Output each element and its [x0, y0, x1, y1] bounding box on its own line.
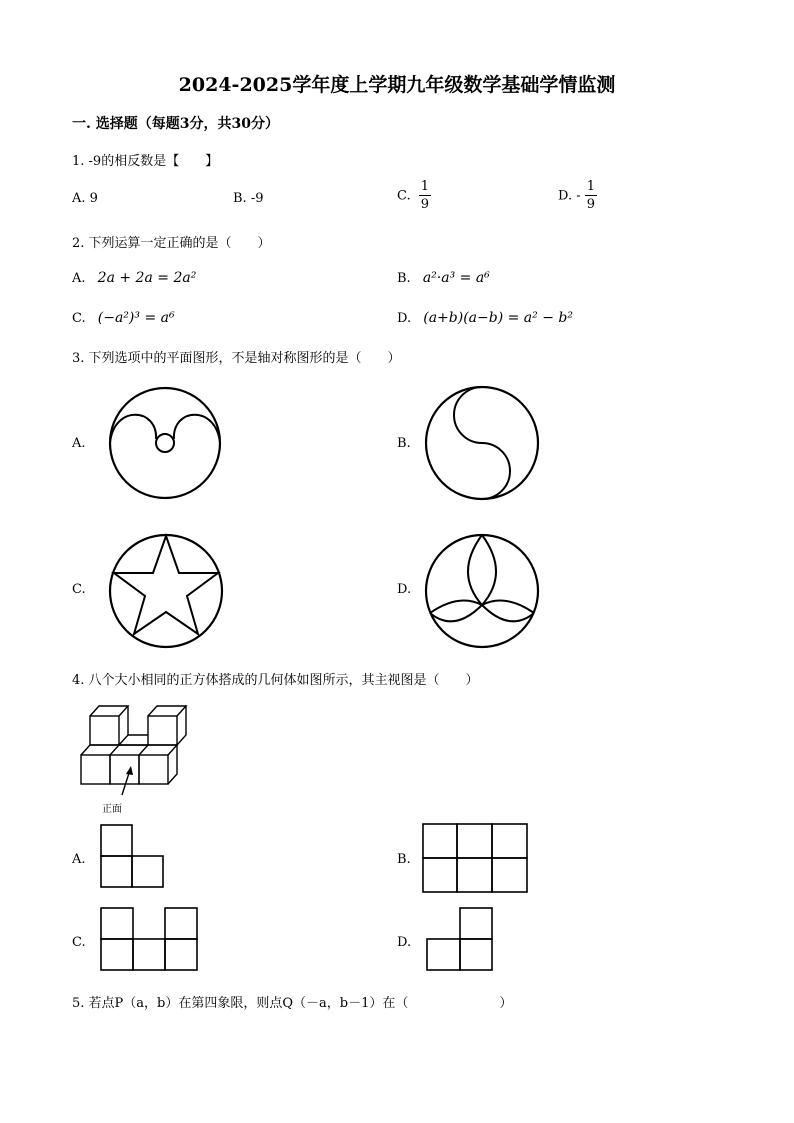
q3-stem: 3. 下列选项中的平面图形，不是轴对称图形的是（ ） — [72, 351, 401, 366]
q2-option-c[interactable] — [72, 310, 175, 326]
q3-figure-a — [108, 386, 222, 500]
q1-option-c-label: C. — [397, 188, 411, 204]
q1-option-c[interactable] — [397, 180, 431, 212]
q1-option-c-numerator: 1 — [420, 179, 430, 194]
q4-figure-c — [100, 907, 198, 971]
q1-option-d-fraction — [585, 180, 597, 212]
q2-stem: 2. 下列运算一定正确的是（ ） — [72, 236, 271, 251]
q2-option-b[interactable] — [397, 270, 490, 286]
q1-option-c-denominator: 9 — [420, 197, 430, 212]
page-title: 2024-2025学年度上学期九年级数学基础学情监测 — [178, 74, 616, 96]
q1-stem: 1. -9的相反数是【 】 — [72, 154, 219, 169]
q2-option-c-expr: (−a²)³ = a⁶ — [97, 310, 175, 326]
front-arrow-head-icon — [126, 766, 133, 775]
q2-option-a[interactable] — [72, 270, 196, 286]
q2-option-a-label: A. — [72, 271, 86, 286]
q4-stem: 4. 八个大小相同的正方体搭成的几何体如图所示，其主视图是（ ） — [72, 673, 479, 688]
q2-option-c-label: C. — [72, 311, 86, 326]
section-heading: 一. 选择题（每题3分，共30分） — [72, 116, 279, 132]
q4-figure-a — [100, 824, 164, 888]
q5-stem: 5. 若点P（a，b）在第四象限，则点Q（－a，b－1）在（ ） — [72, 996, 513, 1011]
q1-option-a[interactable]: A. 9 — [72, 191, 98, 206]
q2-option-b-label: B. — [397, 271, 411, 286]
q3-figure-b — [424, 385, 540, 501]
q4-cube-solid — [78, 700, 190, 792]
q2-option-d-expr: (a+b)(a−b) = a² − b² — [423, 310, 573, 326]
q1-option-c-fraction — [419, 180, 431, 212]
q3-option-b[interactable]: B. — [397, 436, 411, 451]
q4-figure-b — [422, 823, 528, 893]
q3-option-d[interactable]: D. — [397, 582, 412, 597]
q1-option-d-label: D. - — [558, 188, 581, 204]
q2-option-a-expr: 2a + 2a = 2a² — [97, 270, 197, 286]
q4-option-b[interactable]: B. — [397, 852, 411, 867]
q2-option-b-expr: a²·a³ = a⁶ — [422, 270, 490, 286]
q1-option-b[interactable]: B. -9 — [233, 191, 264, 206]
q3-figure-d — [424, 533, 540, 649]
q2-option-d-label: D. — [397, 311, 412, 326]
q4-figure-d — [426, 907, 494, 971]
q4-option-d[interactable]: D. — [397, 935, 412, 950]
q4-option-c[interactable]: C. — [72, 935, 86, 950]
q3-option-c[interactable]: C. — [72, 582, 86, 597]
q2-option-d[interactable] — [397, 310, 573, 326]
q1-option-d-numerator: 1 — [586, 179, 596, 194]
q1-option-d[interactable] — [558, 180, 597, 212]
q1-option-d-denominator: 9 — [586, 197, 596, 212]
q4-option-a[interactable]: A. — [72, 852, 86, 867]
q3-option-a[interactable]: A. — [72, 436, 86, 451]
q3-figure-c — [108, 533, 224, 649]
q4-front-label: 正面 — [102, 804, 122, 815]
